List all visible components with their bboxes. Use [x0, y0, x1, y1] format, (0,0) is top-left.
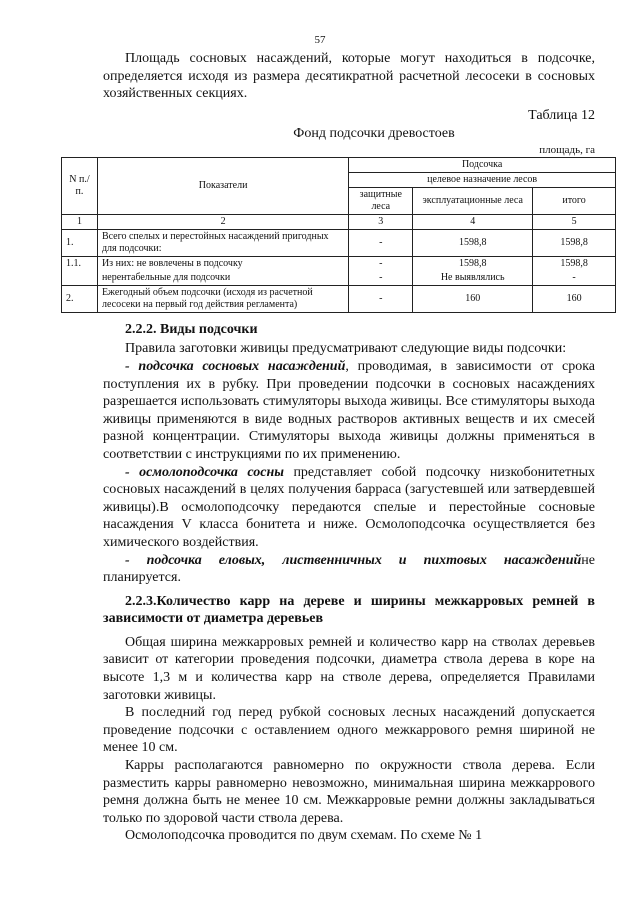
table-row	[62, 271, 616, 286]
section-223-paragraph: В последний год перед рубкой сосновых лесных насаждений допускается проведение подсочки с оставлением одного межкаррового ремня шириной не менее 10 см.	[103, 705, 595, 756]
header-num: N п./п.	[62, 157, 98, 214]
header-tapping: Подсочка	[349, 157, 616, 172]
row-indicator: Из них: не вовлечены в подсочку	[97, 256, 348, 271]
row-total: 1598,8	[533, 256, 616, 271]
section-222-item-pine-tapping	[103, 358, 595, 464]
row-protective: -	[349, 285, 413, 312]
header-total: итого	[533, 187, 616, 214]
col-number: 3	[349, 214, 413, 229]
item-text: представляет собой подсочку низкобонитетных сосновых насаждений в целях получения барраса (загустевшей или затвердевшей живицы).В осмолоподсочку передаются спелые и перестойные сосновые насаждения V класса бонитета и ниже. Осмолоподсочка осуществляется без химического воздействия.	[103, 464, 595, 550]
page-content	[66, 50, 595, 845]
header-operational: эксплуатационные леса	[413, 187, 533, 214]
col-number: 4	[413, 214, 533, 229]
row-operational: Не выявлялись	[413, 271, 533, 286]
item-text: , проводимая, в зависимости от срока поступления их в рубку. При проведении подсочки в сосновых насаждениях разрешается использовать стимуляторы выхода живицы. Все стимуляторы выхода живицы применяются в виде водных растворов активных веществ и их смесей разной концентрации. Стимуляторы выхода живицы должны применяться в соответствии с инструкциями по их применению.	[103, 358, 595, 462]
section-223-paragraph: Осмолоподсочка проводится по двум схемам. По схеме № 1	[125, 828, 483, 844]
col-number: 5	[533, 214, 616, 229]
row-total: -	[533, 271, 616, 286]
header-indicators: Показатели	[97, 157, 348, 214]
table-units: площадь, га	[539, 143, 595, 156]
row-protective: -	[349, 256, 413, 271]
section-223-paragraph: Карры располагаются равномерно по окружности ствола дерева. Если разместить карры равномерно невозможно, минимальная ширина межкаррового ремня должна быть не менее 10 см. Межкарровые ремни должны закладываться только по здоровой части ствола дерева.	[103, 758, 595, 826]
item-text: не планируется.	[103, 552, 595, 586]
intro-paragraph: Площадь сосновых насаждений, которые могут находиться в подсочке, определяется исходя из размера десятикратной расчетной лесосеки в сосновых хозяйственных секциях.	[103, 51, 595, 102]
section-heading-2-2-2: 2.2.2. Виды подсочки	[125, 321, 258, 337]
header-protective: защитные леса	[349, 187, 413, 214]
col-number: 2	[97, 214, 348, 229]
table-title: Фонд подсочки древостоев	[293, 125, 455, 141]
row-operational: 160	[413, 285, 533, 312]
page-number: 57	[314, 34, 326, 46]
item-title: - подсочка еловых, лиственничных и пихтовых насаждений	[125, 552, 582, 568]
row-indicator: Всего спелых и перестойных насаждений пригодных для подсочки:	[97, 229, 348, 256]
item-title: - осмолоподсочка сосны	[125, 464, 284, 480]
header-purpose: целевое назначение лесов	[349, 172, 616, 187]
row-num: 1.1.	[62, 256, 98, 285]
section-heading-2-2-3: 2.2.3.Количество карр на дереве и ширины межкарровых ремней в зависимости от диаметра деревьев	[103, 593, 595, 627]
table-row	[62, 256, 616, 271]
section-223-paragraph: Общая ширина межкарровых ремней и количество карр на стволах деревьев зависит от категории проведения подсочки, диаметра ствола дерева в коре на высоте 1,3 м и количества карр на стволе дерева, определяется Правилами заготовки живицы.	[103, 634, 595, 703]
item-title: - подсочка сосновых насаждений	[125, 358, 346, 374]
row-indicator: нерентабельные для подсочки	[97, 271, 348, 286]
row-num: 1.	[62, 229, 98, 256]
column-numbers-row	[62, 214, 616, 229]
table-row	[62, 229, 616, 256]
tapping-fund-table	[61, 157, 616, 313]
section-222-intro: Правила заготовки живицы предусматривают следующие виды подсочки:	[125, 341, 567, 357]
section-222-item-resin-tapping	[103, 464, 595, 552]
row-total: 1598,8	[533, 229, 616, 256]
row-protective: -	[349, 229, 413, 256]
row-num: 2.	[62, 285, 98, 312]
table-row	[62, 285, 616, 312]
row-indicator: Ежегодный объем подсочки (исходя из расчетной лесосеки на первый год действия регламента)	[97, 285, 348, 312]
section-222-item-spruce-tapping	[103, 552, 595, 587]
row-protective: -	[349, 271, 413, 286]
row-total: 160	[533, 285, 616, 312]
row-operational: 1598,8	[413, 229, 533, 256]
row-operational: 1598,8	[413, 256, 533, 271]
col-number: 1	[62, 214, 98, 229]
table-number-label: Таблица 12	[528, 107, 595, 123]
